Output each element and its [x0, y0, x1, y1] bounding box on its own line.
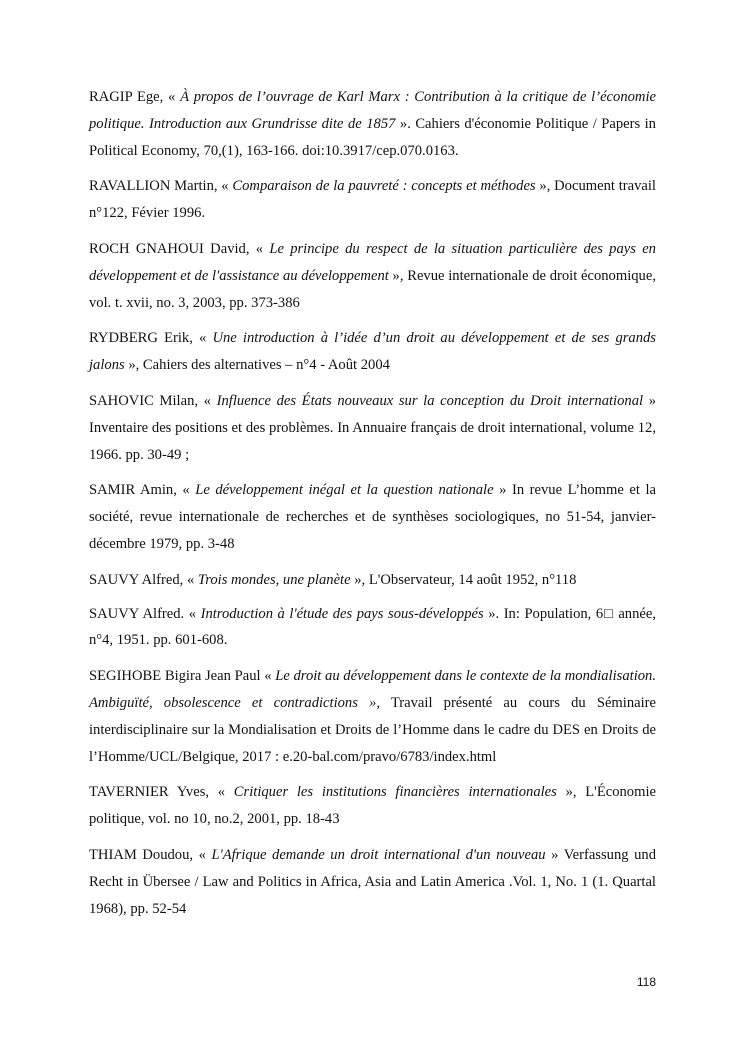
entry-author: SAUVY Alfred, «	[89, 571, 198, 588]
entry-title: Comparaison de la pauvreté : concepts et méthodes	[232, 178, 536, 195]
entry-title: À propos de l’ouvrage de Karl Marx : Contribution à la critique de l’économie politique. Introduction aux Grundrisse dite de 1857	[89, 89, 656, 132]
bibliography-entry-sauvy-1951	[89, 601, 656, 655]
bibliography-entry-ravallion	[89, 173, 656, 227]
bibliography-entry-thiam	[89, 842, 656, 922]
entry-author: SEGIHOBE Bigira Jean Paul «	[89, 668, 276, 685]
entry-author: SAUVY Alfred. «	[89, 605, 201, 622]
entry-title: Le développement inégal et la question nationale	[195, 482, 494, 499]
entry-details: ». Cahiers d'économie Politique / Papers in Political Economy, 70,(1), 163-166. doi:10.3917/cep.070.0163.	[89, 115, 656, 159]
entry-title: Influence des États nouveaux sur la conception du Droit international	[216, 392, 644, 409]
entry-details: ». In: Population, 6□ année, n°4, 1951. pp. 601-608.	[89, 605, 656, 649]
entry-details: », Document travail n°122, Févier 1996.	[89, 178, 656, 222]
entry-title: Trois mondes, une planète	[197, 571, 351, 588]
entry-title: L'Afrique demande un droit international d'un nouveau	[211, 846, 546, 863]
entry-author: THIAM Doudou, «	[89, 846, 212, 863]
entry-details: » Inventaire des positions et des problèmes. In Annuaire français de droit international, volume 12, 1966. pp. 30-49 ;	[89, 392, 656, 463]
bibliography-entry-ragip	[89, 84, 656, 164]
entry-author: RAGIP Ege, «	[89, 89, 181, 105]
entry-title: Le principe du respect de la situation particulière des pays en développement et de l'assistance au développement	[89, 240, 656, 284]
bibliography	[89, 84, 656, 931]
bibliography-entry-rydberg	[89, 325, 656, 379]
page-number: 118	[636, 975, 656, 989]
bibliography-entry-sauvy-1952	[89, 567, 656, 594]
entry-details: », L'Économie politique, vol. no 10, no.2, 2001, pp. 18-43	[89, 784, 656, 828]
entry-details: », Revue internationale de droit économique, vol. t. xvii, no. 3, 2003, pp. 373-386	[89, 267, 656, 311]
bibliography-entry-segihobe	[89, 663, 656, 770]
bibliography-entry-sahovic	[89, 388, 656, 468]
entry-details: », L'Observateur, 14 août 1952, n°118	[350, 571, 577, 588]
entry-details: » Verfassung und Recht in Übersee / Law and Politics in Africa, Asia and Latin America .Vol. 1, No. 1 (1. Quartal 1968), pp. 52-54	[89, 846, 657, 917]
entry-title: Introduction à l'étude des pays sous-développés	[200, 605, 484, 622]
entry-title: Le droit au développement dans le contexte de la mondialisation. Ambiguïté, obsolescence et contradictions »,	[89, 668, 656, 711]
entry-author: SAMIR Amin, «	[89, 482, 196, 499]
entry-details: Travail présenté au cours du Séminaire interdisciplinaire sur la Mondialisation et Droits de l’Homme dans le cadre du DES en Droits de l’Homme/UCL/Belgique, 2017 : e.20-bal.com/pravo/6783/index.html	[89, 694, 656, 765]
entry-author: ROCH GNAHOUI David, «	[89, 240, 270, 257]
entry-author: RAVALLION Martin, «	[89, 178, 233, 195]
bibliography-entry-roch-gnahoui	[89, 236, 656, 316]
entry-details: », Cahiers des alternatives – n°4 - Août 2004	[124, 357, 390, 374]
bibliography-entry-tavernier	[89, 779, 656, 833]
entry-author: SAHOVIC Milan, «	[89, 392, 217, 409]
entry-details: » In revue L’homme et la société, revue internationale de recherches et de synthèses sociologiques, no 51-54, janvier-décembre 1979, pp. 3-48	[89, 482, 656, 552]
bibliography-entry-samir	[89, 477, 656, 557]
entry-author: RYDBERG Erik, «	[89, 330, 213, 347]
entry-title: Une introduction à l’idée d’un droit au développement et de ses grands jalons	[89, 330, 656, 374]
entry-title: Critiquer les institutions financières internationales	[233, 784, 557, 801]
entry-author: TAVERNIER Yves, «	[89, 784, 234, 801]
